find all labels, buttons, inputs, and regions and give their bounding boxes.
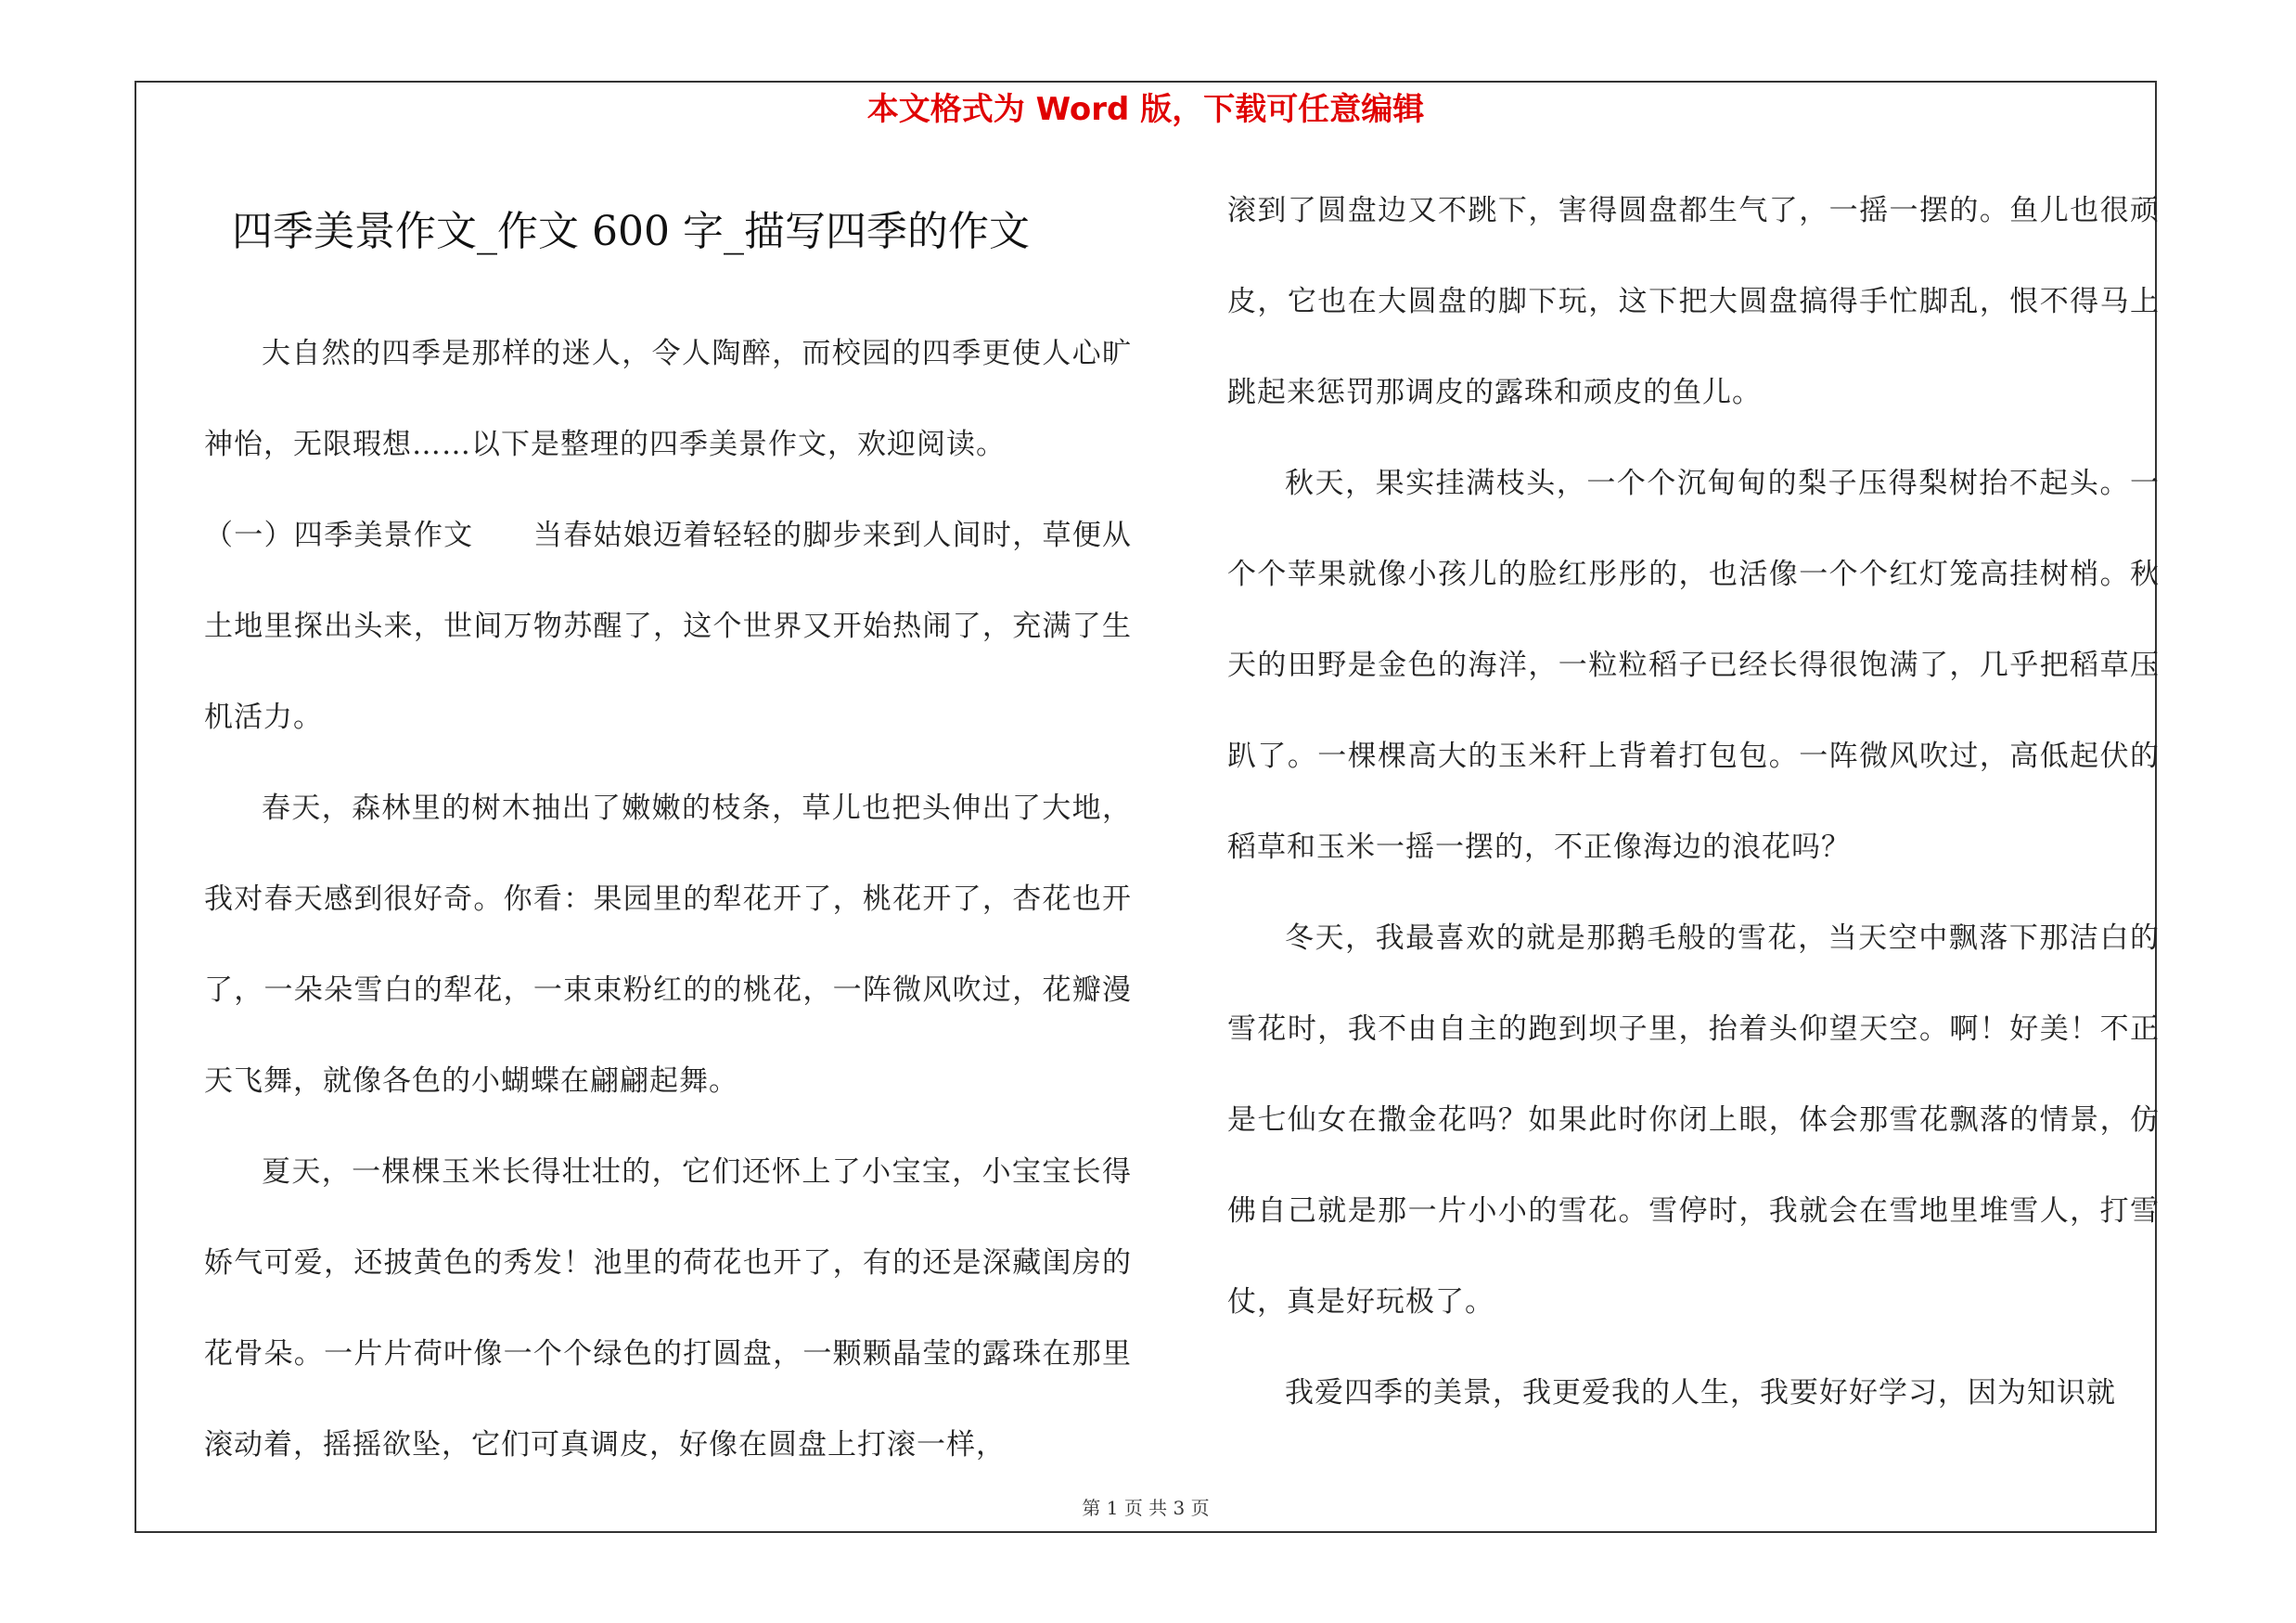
document-title: 四季美景作文_作文 600 字_描写四季的作文 [232, 208, 1030, 255]
right-column [1227, 165, 2160, 1438]
paragraph-autumn: 秋天，果实挂满枝头，一个个沉甸甸的梨子压得梨树抬不起头。一个个苹果就像小孩儿的脸红彤彤的，也活像一个个红灯笼高挂树梢。秋天的田野是金色的海洋，一粒粒稻子已经长得很饱满了，几乎把稻草压趴了。一棵棵高大的玉米秆上背着打包包。一阵微风吹过，高低起伏的稻草和玉米一摇一摆的，不正像海边的浪花吗？ [1227, 467, 2160, 864]
paragraph-winter: 冬天，我最喜欢的就是那鹅毛般的雪花，当天空中飘落下那洁白的雪花时，我不由自主的跑到坝子里，抬着头仰望天空。啊！好美！不正是七仙女在撒金花吗？如果此时你闭上眼，体会那雪花飘落的情景，仿佛自己就是那一片小小的雪花。雪停时，我就会在雪地里堆雪人，打雪仗，真是好玩极了。 [1227, 921, 2160, 1319]
paragraph-spring-arrival: （一）四季美景作文 当春姑娘迈着轻轻的脚步来到人间时，草便从土地里探出头来，世间万物苏醒了，这个世界又开始热闹了，充满了生机活力。 [204, 519, 1132, 734]
paragraph-summer: 夏天，一棵棵玉米长得壮壮的，它们还怀上了小宝宝，小宝宝长得娇气可爱，还披黄色的秀发！池里的荷花也开了，有的还是深藏闺房的花骨朵。一片片荷叶像一个个绿色的打圆盘，一颗颗晶莹的露珠在那里滚动着，摇摇欲坠，它们可真调皮，好像在圆盘上打滚一样， [204, 1155, 1132, 1462]
paragraph-summer-continued: 滚到了圆盘边又不跳下，害得圆盘都生气了，一摇一摆的。鱼儿也很顽皮，它也在大圆盘的脚下玩，这下把大圆盘搞得手忙脚乱，恨不得马上跳起来惩罚那调皮的露珠和顽皮的鱼儿。 [1227, 194, 2160, 409]
left-column [204, 308, 1132, 1490]
paragraph-spring: 春天，森林里的树木抽出了嫩嫩的枝条，草儿也把头伸出了大地，我对春天感到很好奇。你看：果园里的犁花开了，桃花开了，杏花也开了，一朵朵雪白的犁花，一束束粉红的的桃花，一阵微风吹过，花瓣漫天飞舞，就像各色的小蝴蝶在翩翩起舞。 [204, 792, 1132, 1098]
paragraph-intro: 大自然的四季是那样的迷人，令人陶醉，而校园的四季更使人心旷神怡，无限瑕想……以下是整理的四季美景作文，欢迎阅读。 [204, 337, 1132, 461]
word-format-banner: 本文格式为 Word 版，下载可任意编辑 [866, 91, 1425, 128]
paragraph-conclusion: 我爱四季的美景，我更爱我的人生，我要好好学习，因为知识就 [1285, 1376, 2116, 1410]
page-number-footer: 第 1 页 共 3 页 [1082, 1497, 1210, 1519]
